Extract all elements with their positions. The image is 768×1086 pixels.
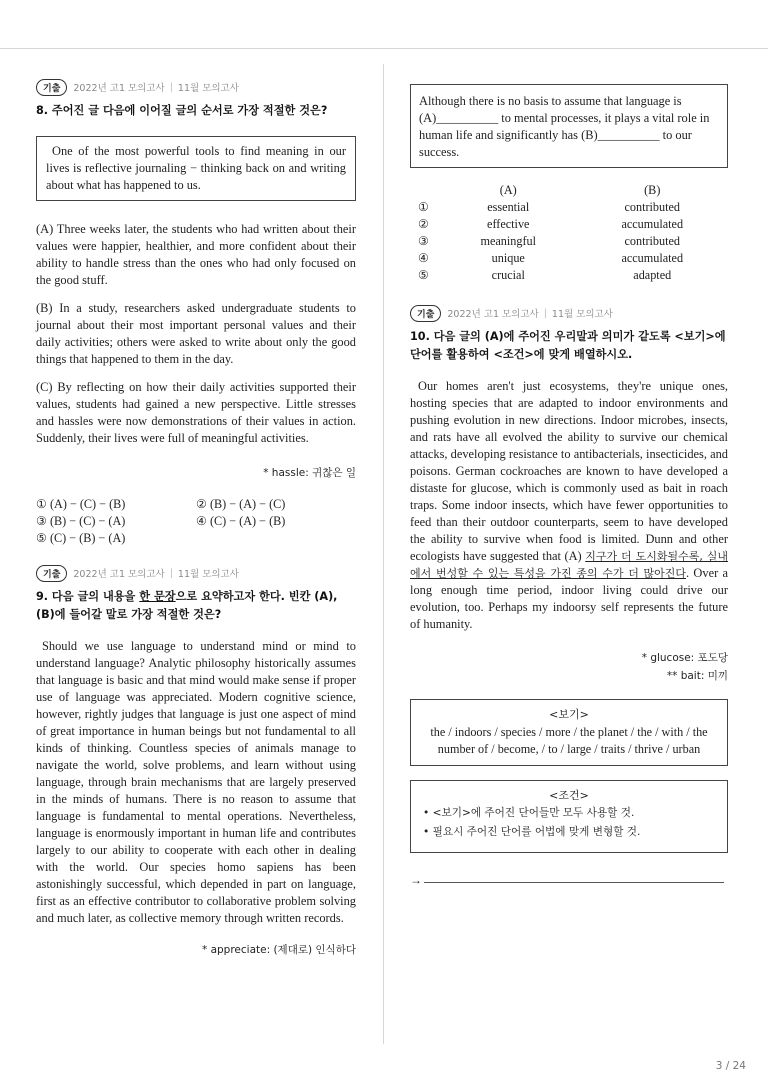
q9-options-header — [410, 182, 728, 199]
q9-option-5[interactable]: ⑤ crucial adapted — [418, 268, 672, 282]
q8-choice-1[interactable]: ① (A) − (C) − (B) — [36, 497, 126, 511]
q10-bogi-words: the / indoors / species / more / the planet / the / with / the number of / become, / to / large / traits / thrive / urban — [430, 724, 708, 756]
q8-choice-3[interactable]: ③ (B) − (C) − (A) — [36, 514, 126, 528]
q9-month: 11월 모의고사 — [177, 569, 239, 580]
q9-summary-box — [410, 84, 728, 168]
q8-paragraph-a: (A) Three weeks later, the students who had written about their values were happier, healthier, and more confident about their ability to handle stress than the ones who had only focused on the good stuff. — [36, 222, 356, 287]
q10-footnote-1: * glucose: 포도당 — [641, 652, 728, 664]
q10-condition-1: • <보기>에 주어진 단어들만 모두 사용할 것. — [423, 807, 635, 819]
q9-title: 9. 다음 글의 내용을 한 문장으로 요약하고자 한다. 빈칸 (A), (B)에 들어갈 말로 가장 적절한 것은? — [36, 590, 338, 621]
q10-condition-list — [419, 804, 719, 842]
q10-month: 11월 모의고사 — [551, 309, 613, 320]
q9-year: 2022년 고1 모의고사 — [73, 569, 165, 580]
q9-passage: Should we use language to understand mind or mind to understand language? Analytic philosophy historically assumes that language is basic and that mind would make sense if proper use of language was appreciated. Modern cognitive science, however, rightly judges that language is just one aspect of mind of great importance in human beings but not fundamental to all kinds of thinking. Countless species of animals manage to navigate the world, solve problems, and learn without using language, through brain mechanisms that are largely preserved in the minds of humans. There is no reason to assume that language is fundamental to mental operations. Nevertheless, language is enormously important in human life and contributes largely to our ability to cooperate with each other in dealing with the world. Our species homo sapiens has been astonishingly successful, which depended in part on language, first as an effective contributor to collaborative problem solving and much later, as collective memory through written records. — [36, 639, 356, 925]
q10-title: 10. 다음 글의 (A)에 주어진 우리말과 의미가 같도록 <보기>에 단어를 활용하여 <조건>에 맞게 배열하시오. — [410, 330, 726, 361]
exam-tag: 기출 — [410, 305, 441, 322]
q9-option-1[interactable]: ① essential contributed — [418, 200, 681, 214]
q8-given-text: One of the most powerful tools to find meaning in our lives is reflective journaling − thinking back on and writing about what has happened to us. — [46, 144, 346, 192]
q9-source — [36, 564, 356, 582]
q10-underlined-korean: 지구가 더 도시화될수록, 실내에서 번성할 수 있는 특성을 가진 종의 수가 더 많아진다 — [410, 550, 728, 580]
q9-title-underline: 한 문장 — [139, 590, 176, 603]
q9-option-4[interactable]: ④ unique accumulated — [418, 251, 684, 265]
q8-paragraph-c: (C) By reflecting on how their daily activities supported their values, students had gained a new perspective. Little stresses and hassles were now demonstrations of their values in action. Suddenly, their lives were full of meaningful activities. — [36, 380, 356, 445]
q10-bogi-box — [410, 699, 728, 766]
q10-bogi-title: <보기> — [549, 708, 589, 721]
q8-source — [36, 78, 356, 96]
q9-col-a: (A) — [499, 183, 517, 197]
q8-choice-2[interactable]: ② (B) − (A) − (C) — [196, 497, 286, 511]
q10-footnote-2: ** bait: 미끼 — [666, 670, 728, 682]
q10-condition-title: <조건> — [549, 788, 589, 802]
q9-option-3[interactable]: ③ meaningful contributed — [418, 234, 681, 248]
right-column — [410, 78, 728, 888]
exam-tag: 기출 — [36, 565, 67, 582]
q9-summary-text: Although there is no basis to assume that language is (A)__________ to mental processes, it plays a vital role in human life and significantly has (B)__________ to our success. — [419, 94, 710, 159]
q8-choice-5[interactable]: ⑤ (C) − (B) − (A) — [36, 531, 126, 545]
q8-title: 8. 주어진 글 다음에 이어질 글의 순서로 가장 적절한 것은? — [36, 104, 328, 117]
q8-year: 2022년 고1 모의고사 — [73, 83, 165, 94]
q9-col-b: (B) — [644, 183, 661, 197]
q8-choice-4[interactable]: ④ (C) − (A) − (B) — [196, 514, 286, 528]
q8-choices — [36, 496, 356, 546]
header-rule — [0, 48, 768, 49]
q10-source — [410, 304, 728, 322]
answer-underline — [424, 882, 724, 883]
left-column — [36, 78, 356, 959]
q10-condition-2: • 필요시 주어진 단어를 어법에 맞게 변형할 것. — [423, 826, 641, 838]
q9-footnote: * appreciate: (제대로) 인식하다 — [201, 944, 356, 956]
q10-passage: Our homes aren't just ecosystems, they're unique ones, hosting species that are adapted to indoor environments and pushing evolution in new directions. Indoor microbes, insects, and rats have all evolved the ability to survive our chemical attacks, developing resistance to antibacterials, insecticides, and poisons. German cockroaches are known to have developed a distaste for glucose, which is commonly used as bait in roach traps. Some indoor insects, which have fewer opportunities to feed than their outdoor counterparts, seem to have developed the ability to survive when food is limited. Dunn and other ecologists have suggested that (A) 지구가 더 도시화될수록, 실내에서 번성할 수 있는 특성을 가진 종의 수가 더 많아진다. Over a long enough time period, indoor living could drive our evolution, too. Perhaps my indoorsy self represents the future of humanity. — [410, 379, 728, 631]
q10-year: 2022년 고1 모의고사 — [447, 309, 539, 320]
exam-tag: 기출 — [36, 79, 67, 96]
q8-paragraph-b: (B) In a study, researchers asked undergraduate students to journal about their most important personal values and their daily activities; others were asked to write about only the good things that happened to them in the day. — [36, 301, 356, 366]
separator: | — [543, 307, 547, 319]
q8-month: 11월 모의고사 — [177, 83, 239, 94]
separator: | — [169, 567, 173, 579]
page-number: 3 / 24 — [715, 1060, 746, 1072]
separator: | — [169, 81, 173, 93]
column-divider — [383, 64, 384, 1044]
arrow-icon: → — [410, 873, 422, 887]
q10-condition-box — [410, 780, 728, 854]
q8-footnote: * hassle: 귀찮은 일 — [263, 467, 356, 479]
q10-answer-line[interactable] — [410, 873, 728, 888]
q8-given-box — [36, 136, 356, 201]
q9-option-2[interactable]: ② effective accumulated — [418, 217, 684, 231]
q9-options-table — [410, 182, 728, 284]
